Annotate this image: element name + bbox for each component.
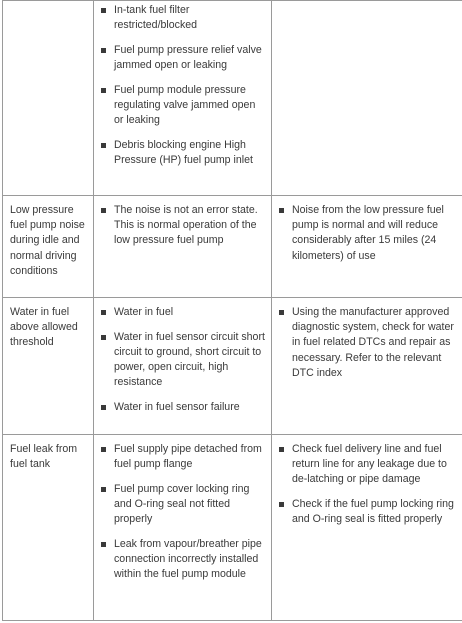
bullet-icon (101, 143, 106, 148)
bullet-icon (279, 502, 284, 507)
list-item: Water in fuel sensor circuit short circuit to ground, short circuit to power, open circuit, high resistance (100, 330, 265, 391)
list-item: Leak from vapour/breather pipe connection incorrectly installed within the fuel pump module (100, 537, 265, 583)
bullet-icon (101, 487, 106, 492)
causes-cell (94, 1, 272, 196)
table-row (3, 196, 462, 298)
actions-cell (272, 298, 462, 435)
list-item: In-tank fuel filter restricted/blocked (100, 3, 265, 33)
condition-cell (3, 196, 94, 298)
bullet-icon (279, 447, 284, 452)
table-row (3, 435, 462, 621)
condition-text: Low pressure fuel pump noise during idle and normal driving conditions (10, 204, 85, 277)
list-item: Using the manufacturer approved diagnostic system, check for water in fuel related DTCs and repair as necessary. Refer to the relevant DTC index (278, 305, 457, 381)
causes-list (94, 196, 271, 253)
bullet-icon (101, 208, 106, 213)
list-item: Debris blocking engine High Pressure (HP) fuel pump inlet (100, 138, 265, 168)
list-item: The noise is not an error state. This is normal operation of the low pressure fuel pump (100, 203, 265, 249)
list-item: Water in fuel (100, 305, 265, 320)
causes-cell (94, 298, 272, 435)
actions-cell (272, 196, 462, 298)
causes-list (94, 298, 271, 419)
list-item: Fuel supply pipe detached from fuel pump flange (100, 442, 265, 472)
diagnosis-table (2, 0, 462, 621)
bullet-icon (279, 310, 284, 315)
condition-text: Water in fuel above allowed threshold (10, 306, 78, 349)
table-row (3, 298, 462, 435)
actions-list (272, 435, 462, 532)
list-item: Water in fuel sensor failure (100, 400, 265, 415)
causes-cell (94, 196, 272, 298)
bullet-icon (101, 447, 106, 452)
bullet-icon (101, 405, 106, 410)
list-item: Fuel pump cover locking ring and O-ring seal not fitted properly (100, 482, 265, 528)
condition-text: Fuel leak from fuel tank (10, 443, 78, 471)
condition-cell (3, 1, 94, 196)
actions-list (272, 298, 462, 385)
list-item: Fuel pump pressure relief valve jammed open or leaking (100, 43, 265, 73)
bullet-icon (101, 335, 106, 340)
causes-list (94, 435, 271, 587)
bullet-icon (101, 88, 106, 93)
actions-list (272, 196, 462, 268)
bullet-icon (101, 8, 106, 13)
condition-cell (3, 298, 94, 435)
bullet-icon (279, 208, 284, 213)
bullet-icon (101, 310, 106, 315)
causes-list (94, 1, 271, 172)
list-item: Check if the fuel pump locking ring and O-ring seal is fitted properly (278, 497, 457, 527)
list-item: Noise from the low pressure fuel pump is normal and will reduce considerably after 15 miles (24 kilometers) of use (278, 203, 457, 264)
condition-text (3, 1, 93, 8)
table-row (3, 1, 462, 196)
bullet-icon (101, 542, 106, 547)
actions-cell (272, 1, 462, 196)
list-item: Check fuel delivery line and fuel return line for any leakage due to de-latching or pipe damage (278, 442, 457, 488)
condition-cell (3, 435, 94, 621)
actions-cell (272, 435, 462, 621)
causes-cell (94, 435, 272, 621)
bullet-icon (101, 48, 106, 53)
list-item: Fuel pump module pressure regulating valve jammed open or leaking (100, 83, 265, 129)
